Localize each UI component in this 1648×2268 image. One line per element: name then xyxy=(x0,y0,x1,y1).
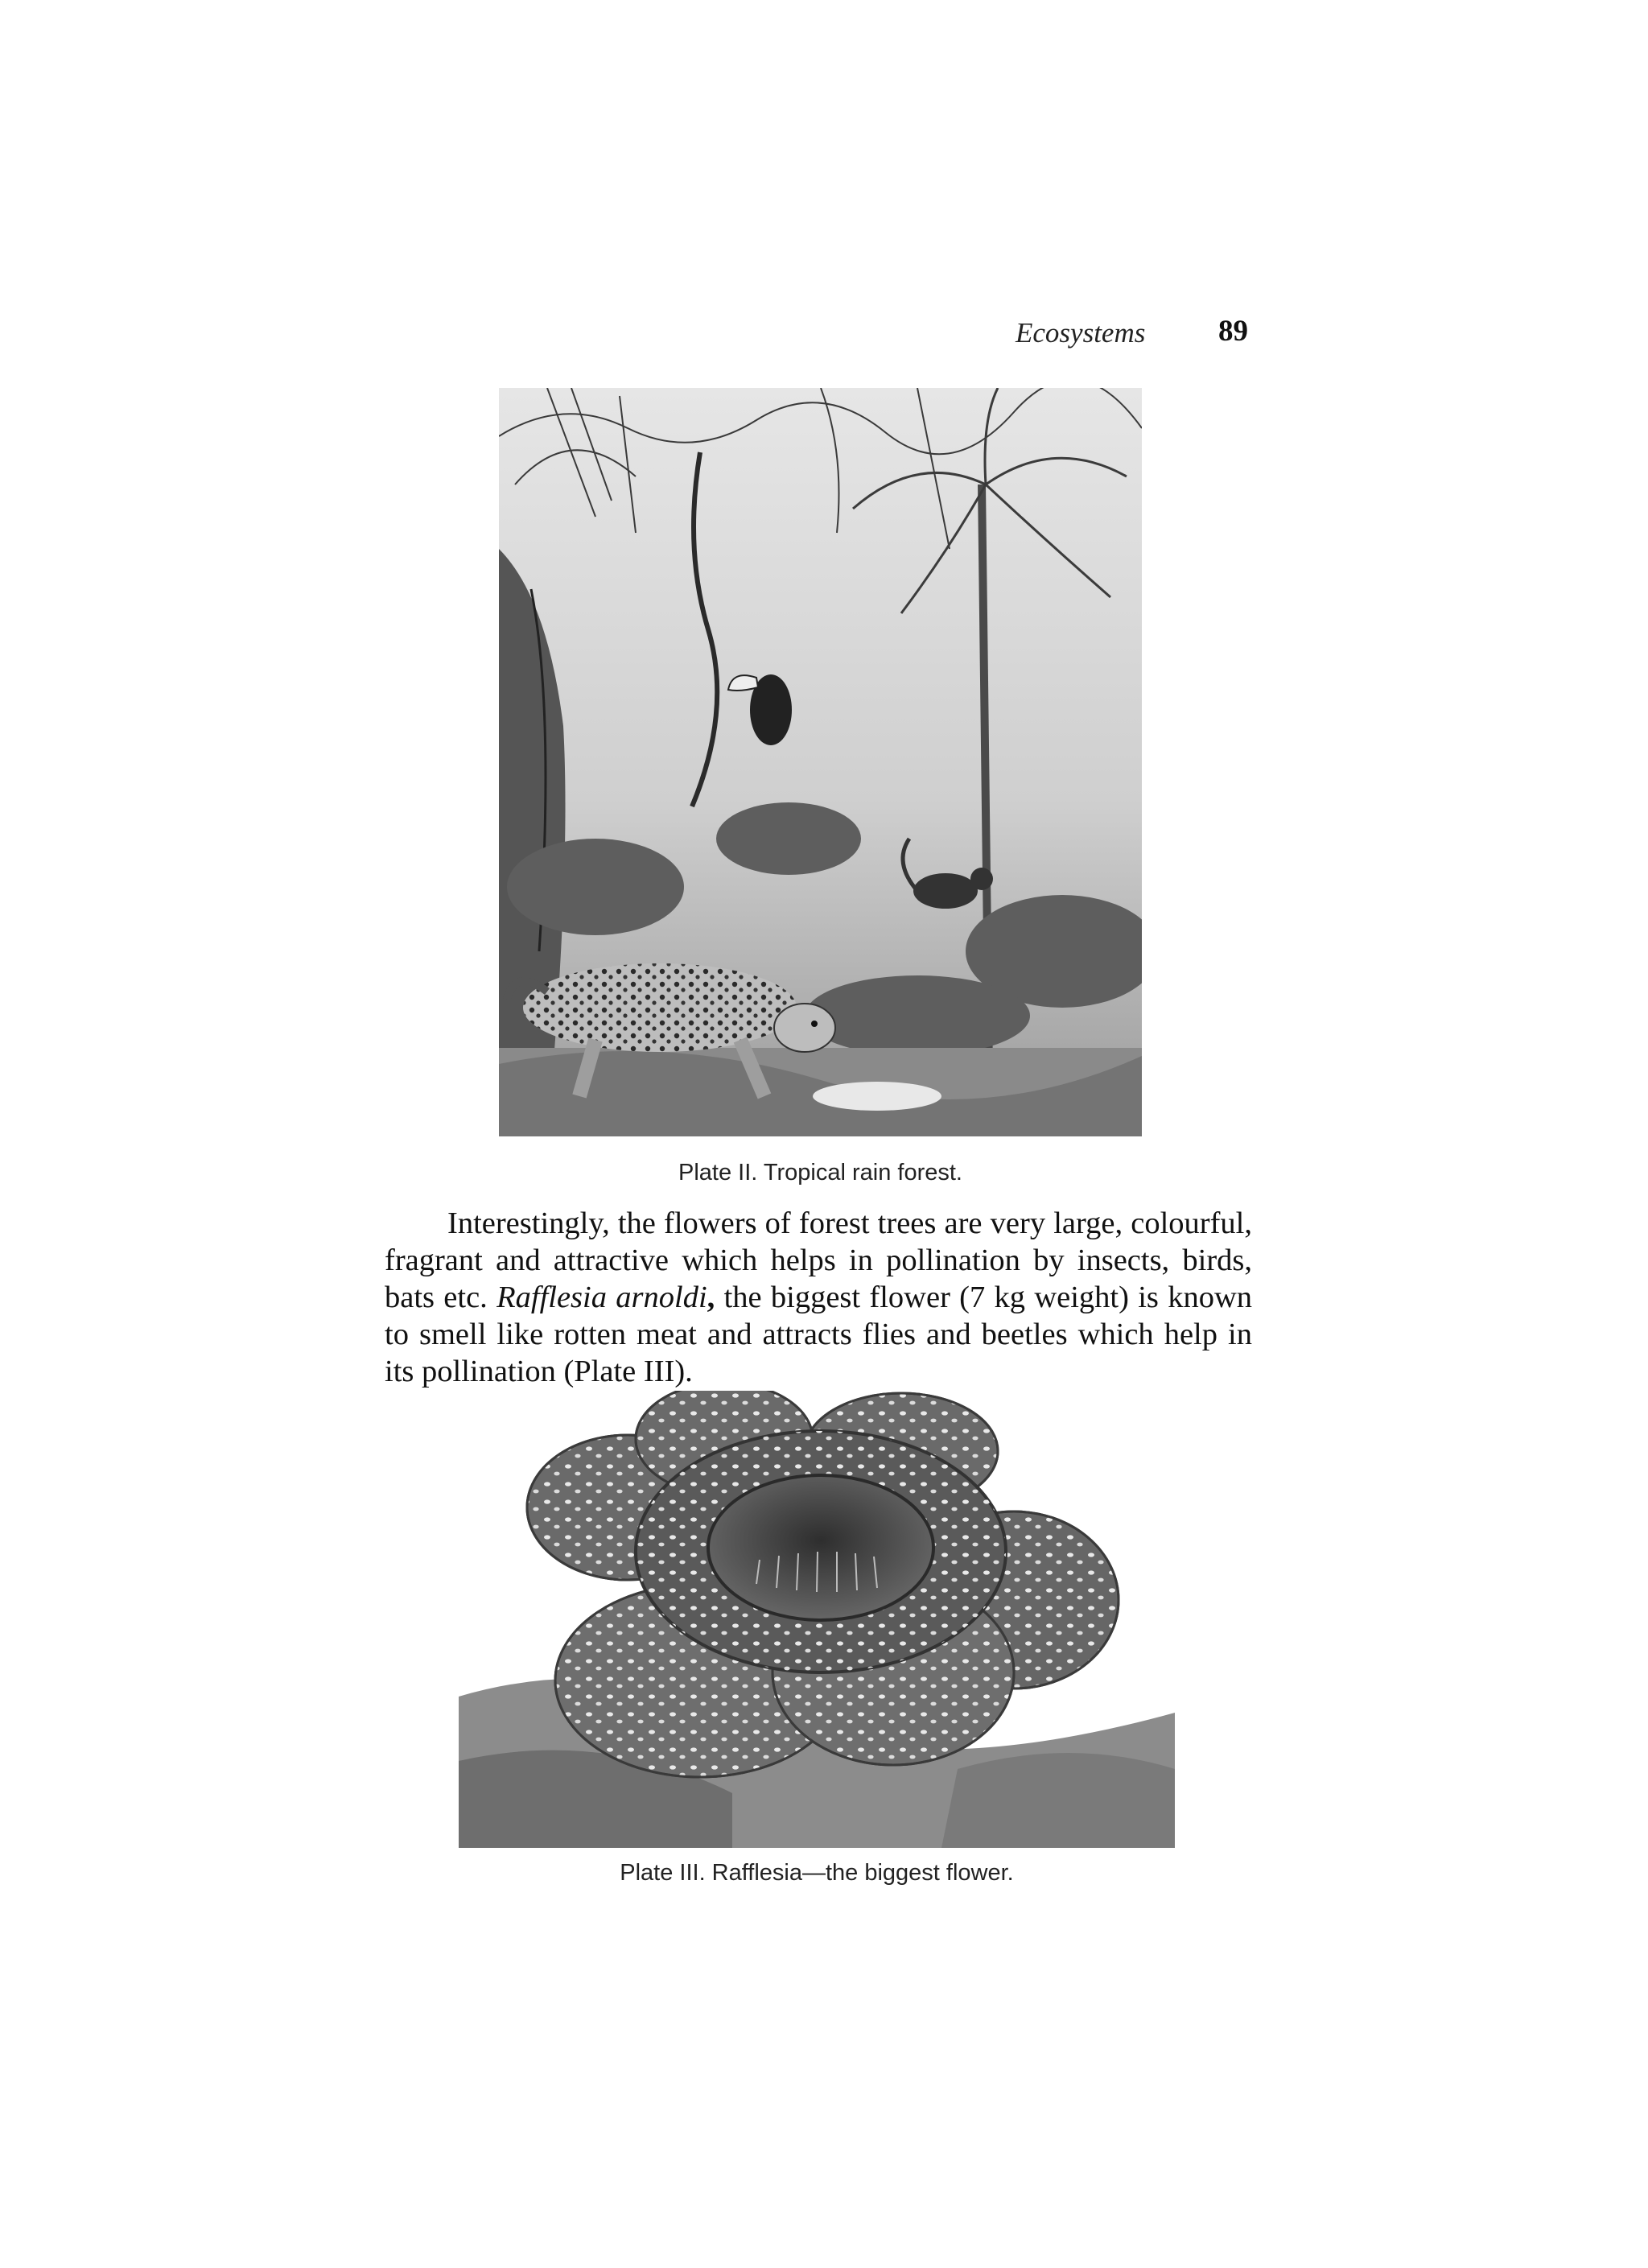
body-paragraph xyxy=(385,1205,1252,1390)
rain-forest-illustration xyxy=(499,388,1142,1136)
species-name: Rafflesia arnoldi xyxy=(496,1280,707,1314)
figure-caption-plate-ii: Plate II. Tropical rain forest. xyxy=(678,1160,962,1186)
species-comma: , xyxy=(707,1280,715,1314)
paragraph-text-start: Interestingly, the flowers of forest trees are very large, colourful, fragrant and attractive which helps in pollination by insects, birds, bats etc. xyxy=(385,1206,1252,1314)
paragraph-text-end: the biggest flower (7 kg weight) is known to smell like rotten meat and attracts flies and beetles which help in its pollination (Plate III). xyxy=(385,1280,1253,1388)
rafflesia-illustration xyxy=(459,1391,1175,1848)
figure-caption-plate-iii: Plate III. Rafflesia—the biggest flower. xyxy=(620,1860,1014,1886)
running-head: Ecosystems xyxy=(1016,317,1146,348)
page-number: 89 xyxy=(1218,315,1248,348)
